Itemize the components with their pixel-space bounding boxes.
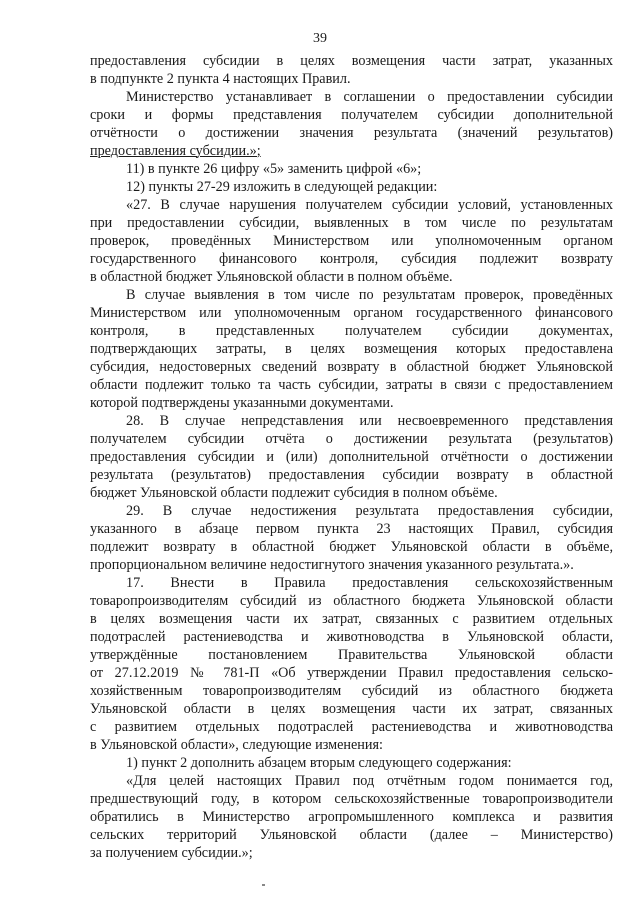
text-line: бюджет Ульяновской области подлежит субсидия в полном объёме. xyxy=(90,485,498,501)
text-line: субсидия, недостоверных сведений возврату в областной бюджет Ульяновской xyxy=(90,359,613,375)
text-line: предоставления субсидии.»; xyxy=(90,143,261,159)
scan-artifact-dot xyxy=(262,884,265,886)
page-number: 39 xyxy=(313,31,327,46)
text-line: отчётности о достижении значения результата (значений результатов) xyxy=(90,125,613,141)
text-line: получателем субсидии отчёта о достижении результата (результатов) xyxy=(90,431,613,447)
document-body xyxy=(90,52,613,862)
text-line: Ульяновской области в целях возмещения части их затрат, связанных xyxy=(90,701,613,717)
text-line: 12) пункты 27-29 изложить в следующей редакции: xyxy=(126,179,438,195)
text-line: которой подтверждены указанными документами. xyxy=(90,395,394,411)
text-line: сроки и формы представления получателем субсидии дополнительной xyxy=(90,107,613,123)
text-line: подлежит возврату в областной бюджет Ульяновской области в объёме, xyxy=(90,539,613,555)
text-line: 28. В случае непредставления или несвоевременного представления xyxy=(126,413,613,429)
text-line: в целях возмещения части их затрат, связанных с развитием отдельных xyxy=(90,611,613,627)
text-line: в подпункте 2 пункта 4 настоящих Правил. xyxy=(90,71,351,87)
text-line: предоставления субсидии и (или) дополнительной отчётности о достижении xyxy=(90,449,613,465)
text-line: контроля, в представленных получателем субсидии документах, xyxy=(90,323,613,339)
text-line: подотраслей растениеводства и животноводства в Ульяновской области, xyxy=(90,629,613,645)
text-line: предоставления субсидии в целях возмещения части затрат, указанных xyxy=(90,53,613,69)
text-line: проверок, проведённых Министерством или уполномоченным органом xyxy=(90,233,613,249)
text-line: за получением субсидии.»; xyxy=(90,845,253,861)
text-line: области подлежит только та часть субсидии, затраты в связи с предоставлением xyxy=(90,377,613,393)
text-line: хозяйственным товаропроизводителям субсидий из областного бюджета xyxy=(90,683,613,699)
text-line: результата (результатов) предоставления субсидии возврату в областной xyxy=(90,467,613,483)
text-line: в областной бюджет Ульяновской области в полном объёме. xyxy=(90,269,453,285)
text-line: Министерство устанавливает в соглашении о предоставлении субсидии xyxy=(126,89,613,105)
text-line: 17. Внести в Правила предоставления сельскохозяйственным xyxy=(126,575,613,591)
text-line: сельских территорий Ульяновской области (далее – Министерство) xyxy=(90,827,613,843)
text-line: в Ульяновской области», следующие изменения: xyxy=(90,737,383,753)
text-line: указанного в абзаце первом пункта 23 настоящих Правил, субсидия xyxy=(90,521,613,537)
text-line: подтверждающих затраты, в целях возмещения которых предоставлена xyxy=(90,341,613,357)
text-line: Министерством или уполномоченным органом государственного финансового xyxy=(90,305,613,321)
text-line: «Для целей настоящих Правил под отчётным годом понимается год, xyxy=(126,773,613,789)
text-line: товаропроизводителям субсидий из областного бюджета Ульяновской области xyxy=(90,593,613,609)
text-line: В случае выявления в том числе по результатам проверок, проведённых xyxy=(126,287,613,303)
text-line: «27. В случае нарушения получателем субсидии условий, установленных xyxy=(126,197,613,213)
text-line: 11) в пункте 26 цифру «5» заменить цифрой «6»; xyxy=(126,161,422,177)
text-line: утверждённые постановлением Правительства Ульяновской области xyxy=(90,647,613,663)
text-line: обратились в Министерство агропромышленного комплекса и развития xyxy=(90,809,613,825)
text-line: пропорциональном величине недостигнутого значения указанного результата.». xyxy=(90,557,574,573)
text-line: предшествующий году, в котором сельскохозяйственные товаропроизводители xyxy=(90,791,613,807)
text-line: 1) пункт 2 дополнить абзацем вторым следующего содержания: xyxy=(126,755,512,771)
text-line: при предоставлении субсидии, выявленных в том числе по результатам xyxy=(90,215,613,231)
text-line: 29. В случае недостижения результата предоставления субсидии, xyxy=(126,503,613,519)
text-line: государственного финансового контроля, субсидия подлежит возврату xyxy=(90,251,613,267)
text-line: от 27.12.2019 № 781-П «Об утверждении Правил предоставления сельско- xyxy=(90,665,613,681)
text-line: с развитием отдельных подотраслей растениеводства и животноводства xyxy=(90,719,613,735)
